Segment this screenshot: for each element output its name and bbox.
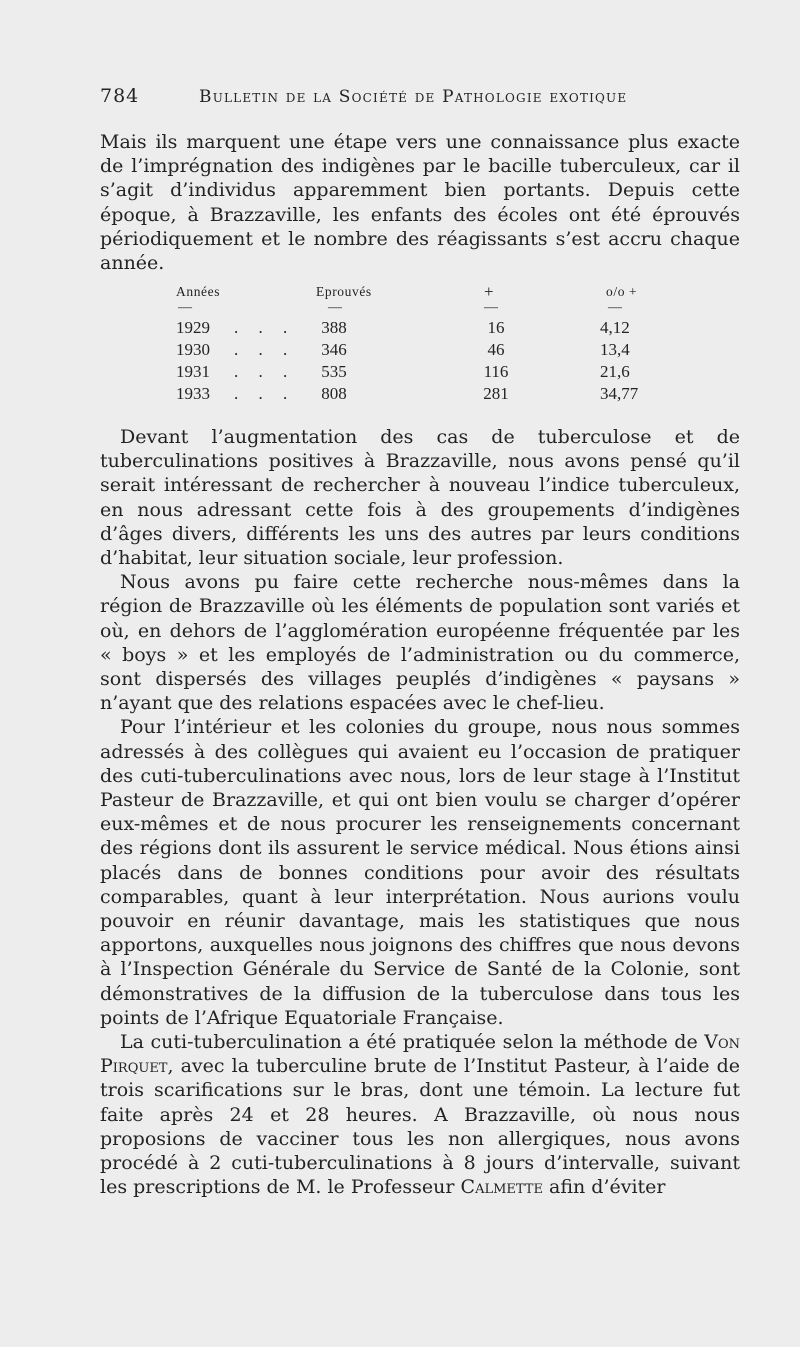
cell-percent: 13,4 [600,340,630,359]
text-run: , avec la tuberculine brute de l’Institut Pasteur, à l’aide de trois scarifications sur le bras, dont une témoin. La lecture fut faite après 24 et 28 heures. A Brazzaville, où nous nous proposions de vacciner tous les non allergiques, nous avons procédé à 2 cuti-tuberculinations à 8 jours d’intervalle, suivant les prescriptions de M. le Professeur [100,1055,740,1199]
leader-dots: . . . [234,318,296,337]
cell-positive: 46 [487,340,505,359]
table-row [170,340,690,362]
cell-year: 1929 [176,318,210,337]
paragraph: Mais ils marquent une étape vers une connaissance plus exacte de l’imprégnation des indigènes par le bacille tuberculeux, car il s’agit d’individus apparemment bien portants. Depuis cette époque, à Brazzaville, les enfants des écoles ont été éprouvés périodiquement et le nombre des réagissants s’est accru chaque année. [100,131,740,275]
leader-dots: . . . [234,362,296,381]
paragraph: Nous avons pu faire cette recherche nous-mêmes dans la région de Brazzaville où les éléments de population sont variés et où, en dehors de l’agglomération européenne fréquentée par les « boys » et les employés de l’administration ou du commerce, sont dispersés des villages peuplés d’indigènes « paysans » n’ayant que des relations espacées avec le chef-lieu. [100,571,740,715]
header-rule: — [178,300,192,315]
cell-percent: 21,6 [600,362,630,381]
table-row [170,384,690,406]
page-number: 784 [100,85,140,107]
header-rule: — [608,300,622,315]
cell-positive: 16 [487,318,505,337]
page-header [100,85,740,109]
paragraph: Pour l’intérieur et les colonies du groupe, nous nous sommes adressés à des collègues qui avaient eu l’occasion de pratiquer des cuti-tuberculinations avec nous, lors de leur stage à l’Institut Pasteur de Brazzaville, et qui ont bien voulu se charger d’opérer eux-mêmes et de nous procurer les renseignements concernant des régions dont ils assurent le service médical. Nous étions ainsi placés dans de bonnes conditions pour avoir des résultats comparables, quant à leur interprétation. Nous aurions voulu pouvoir en réunir davantage, mais les statistiques que nous apportons, auxquelles nous joignons des chiffres que nous devons à l’Inspection Générale du Service de Santé de la Colonie, sont démonstratives de la diffusion de la tuberculose dans tous les points de l’Afrique Equatoriale Française. [100,716,740,1029]
header-rule: — [328,300,342,315]
running-head: Bulletin de la Société de Pathologie exotique [199,87,628,107]
author-name: Calmette [460,1176,543,1199]
leader-dots: . . . [234,384,296,403]
column-header-positive: + [484,282,495,301]
cell-tested: 808 [321,384,347,403]
table-row [170,318,690,340]
cell-percent: 34,77 [600,384,639,403]
cell-tested: 346 [321,340,347,359]
text-block-intro [100,130,740,275]
text-run: La cuti-tuberculination a été pratiquée selon la méthode de [120,1031,705,1054]
cell-tested: 535 [321,362,347,381]
text-block-main [100,425,740,1200]
header-rule: — [484,300,498,315]
cell-tested: 388 [321,318,347,337]
leader-dots: . . . [234,340,296,359]
paragraph: Devant l’augmentation des cas de tuberculose et de tuberculinations positives à Brazzaville, nous avons pensé qu’il serait intéressant de rechercher à nouveau l’indice tuberculeux, en nous adressant cette fois à des groupements d’indigènes d’âges divers, différents les uns des autres par leurs conditions d’habitat, leur situation sociale, leur profession. [100,426,740,570]
column-header-years: Années [176,284,221,299]
column-header-tested: Eprouvés [316,284,372,299]
cell-percent: 4,12 [600,318,630,337]
text-run: afin d’éviter [542,1176,666,1199]
data-table [170,282,690,403]
cell-year: 1933 [176,384,210,403]
cell-positive: 281 [483,384,509,403]
table-row [170,362,690,384]
author-name: Von Pirquet [100,1031,740,1078]
paragraph [100,1030,740,1199]
column-header-percent: o/o + [606,284,638,299]
cell-year: 1930 [176,340,210,359]
cell-year: 1931 [176,362,210,381]
cell-positive: 116 [483,362,509,381]
